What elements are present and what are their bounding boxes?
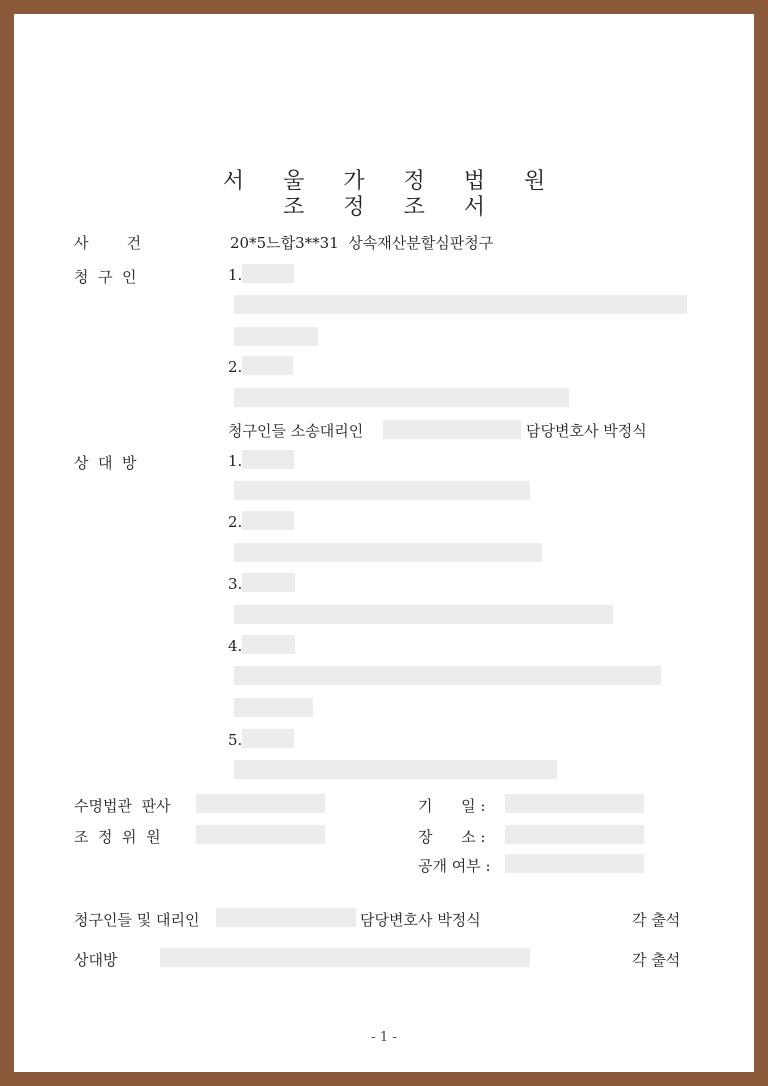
redaction-block: [242, 356, 293, 375]
case-label: 사 건: [74, 234, 142, 252]
place-label: 장 소 :: [418, 828, 486, 846]
mediator-label: 조 정 위 원: [74, 828, 161, 846]
attendance-claimants-prefix: 청구인들 및 대리인: [74, 911, 200, 929]
attendance-respondent-label: 상대방: [74, 951, 118, 969]
document-page: [14, 14, 754, 1072]
claimants-attorney-prefix: 청구인들 소송대리인: [228, 422, 364, 440]
page-number: - 1 -: [371, 1030, 397, 1045]
document-title: 조 정 조 서: [283, 195, 501, 220]
redaction-block: [242, 729, 294, 748]
claimant-item-2: 2.: [228, 358, 243, 376]
redaction-block: [234, 666, 661, 685]
redaction-block: [242, 450, 294, 469]
redaction-block: [196, 825, 325, 844]
redaction-block: [216, 908, 356, 927]
redaction-block: [242, 635, 295, 654]
respondent-item-3: 3.: [228, 575, 243, 593]
redaction-block: [505, 854, 644, 873]
respondent-item-4: 4.: [228, 637, 243, 655]
attendance-claimants-status: 각 출석: [632, 911, 681, 929]
attendance-claimants-suffix: 담당변호사 박정식: [360, 911, 481, 929]
claimant-item-1: 1.: [228, 266, 243, 284]
redaction-block: [234, 543, 542, 562]
redaction-block: [234, 295, 687, 314]
respondent-item-2: 2.: [228, 513, 243, 531]
redaction-block: [383, 420, 521, 439]
attendance-respondent-status: 각 출석: [632, 951, 681, 969]
case-value: 20*5느합3**31 상속재산분할심판청구: [230, 234, 494, 252]
judge-label: 수명법관 판사: [74, 797, 171, 815]
redaction-block: [234, 698, 313, 717]
claimants-attorney-suffix: 담당변호사 박정식: [526, 422, 647, 440]
redaction-block: [242, 511, 294, 530]
date-label: 기 일 :: [418, 797, 486, 815]
redaction-block: [505, 794, 644, 813]
redaction-block: [234, 327, 318, 346]
redaction-block: [234, 481, 530, 500]
respondents-label: 상 대 방: [74, 454, 137, 472]
redaction-block: [160, 948, 530, 967]
redaction-block: [242, 264, 294, 283]
redaction-block: [234, 760, 557, 779]
court-name: 서 울 가 정 법 원: [222, 169, 562, 194]
redaction-block: [242, 573, 295, 592]
respondent-item-5: 5.: [228, 731, 243, 749]
public-label: 공개 여부 :: [418, 857, 491, 875]
redaction-block: [196, 794, 325, 813]
redaction-block: [234, 605, 613, 624]
claimants-label: 청 구 인: [74, 268, 137, 286]
respondent-item-1: 1.: [228, 452, 243, 470]
redaction-block: [505, 825, 644, 844]
redaction-block: [234, 388, 569, 407]
